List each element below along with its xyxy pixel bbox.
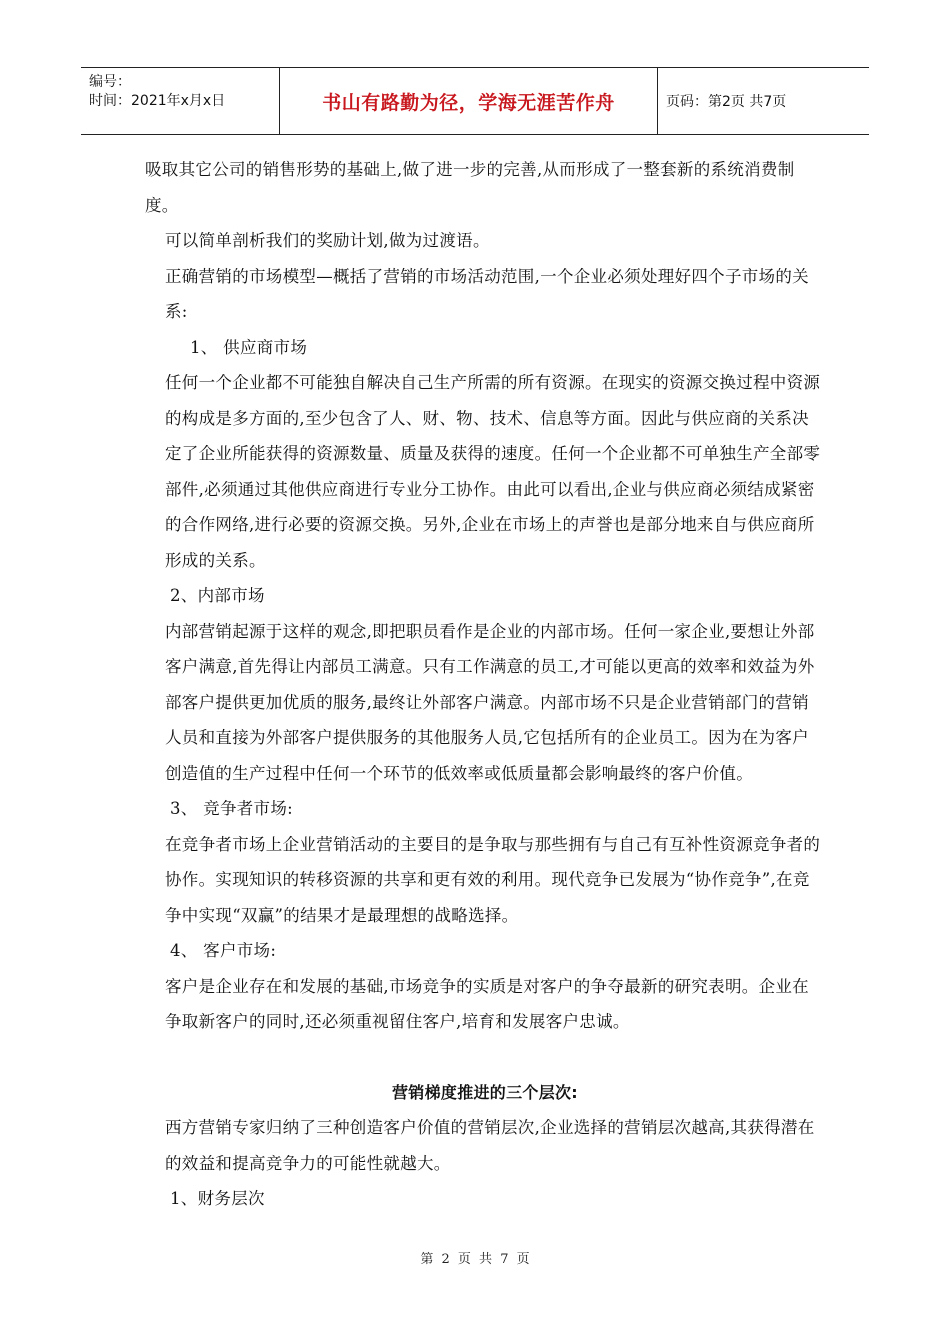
paragraph: 3、 竞争者市场: bbox=[170, 799, 294, 818]
section-title: 营销梯度推进的三个层次: bbox=[392, 1082, 578, 1102]
paragraph: 1、财务层次 bbox=[170, 1189, 265, 1208]
paragraph-group-2 bbox=[145, 1110, 825, 1217]
page-header bbox=[81, 67, 869, 135]
time-label: 时间：2021年x月x日 bbox=[89, 93, 226, 109]
header-page-label: 页码：第2页 共7页 bbox=[666, 94, 787, 110]
header-motto: 书山有路勤为径，学海无涯苦作舟 bbox=[280, 68, 658, 134]
paragraph: 1、 供应商市场 bbox=[190, 337, 308, 357]
paragraph: 吸取其它公司的销售形势的基础上,做了进一步的完善,从而形成了一整套新的系统消费制度。 bbox=[145, 160, 795, 215]
paragraph: 在竞争者市场上企业营销活动的主要目的是争取与那些拥有与自己有互补性资源竞争者的协作。实现知识的转移资源的共享和更有效的利用。现代竞争已发展为“协作竞争”,在竞争中实现“双赢”的结果才是最理想的战略选择。 bbox=[165, 834, 821, 925]
paragraph: 内部营销起源于这样的观念,即把职员看作是企业的内部市场。任何一家企业,要想让外部客户满意,首先得让内部员工满意。只有工作满意的员工,才可能以更高的效率和效益为外部客户提供更加优质的服务,最终让外部客户满意。内部市场不只是企业营销部门的营销人员和直接为外部客户提供服务的其他服务人员,它包括所有的企业员工。因为在为客户创造值的生产过程中任何一个环节的低效率或低质量都会影响最终的客户价值。 bbox=[165, 621, 815, 783]
paragraph: 客户是企业存在和发展的基础,市场竞争的实质是对客户的争夺最新的研究表明。企业在争取新客户的同时,还必须重视留住客户,培育和发展客户忠诚。 bbox=[165, 976, 809, 1031]
paragraph-group-1 bbox=[145, 152, 825, 1040]
header-meta bbox=[81, 68, 280, 134]
paragraph: 任何一个企业都不可能独自解决自己生产所需的所有资源。在现实的资源交换过程中资源的构成是多方面的,至少包含了人、财、物、技术、信息等方面。因此与供应商的关系决定了企业所能获得的资源数量、质量及获得的速度。任何一个企业都不可单独生产全部零部件,必须通过其他供应商进行专业分工协作。由此可以看出,企业与供应商必须结成紧密的合作网络,进行必要的资源交换。另外,企业在市场上的声誉也是部分地来自与供应商所形成的关系。 bbox=[165, 373, 821, 570]
paragraph: 正确营销的市场模型—概括了营销的市场活动范围,一个企业必须处理好四个子市场的关系: bbox=[165, 266, 809, 321]
paragraph: 2、内部市场 bbox=[170, 586, 265, 605]
document-body bbox=[145, 152, 825, 1217]
page-footer: 第 2 页 共 7 页 bbox=[420, 1252, 530, 1267]
spacer bbox=[145, 1040, 825, 1075]
number-label: 编号： bbox=[89, 74, 131, 90]
paragraph: 可以简单剖析我们的奖励计划,做为过渡语。 bbox=[165, 231, 490, 250]
paragraph: 西方营销专家归纳了三种创造客户价值的营销层次,企业选择的营销层次越高,其获得潜在的效益和提高竞争力的可能性就越大。 bbox=[165, 1118, 815, 1173]
paragraph: 4、 客户市场: bbox=[170, 941, 277, 960]
